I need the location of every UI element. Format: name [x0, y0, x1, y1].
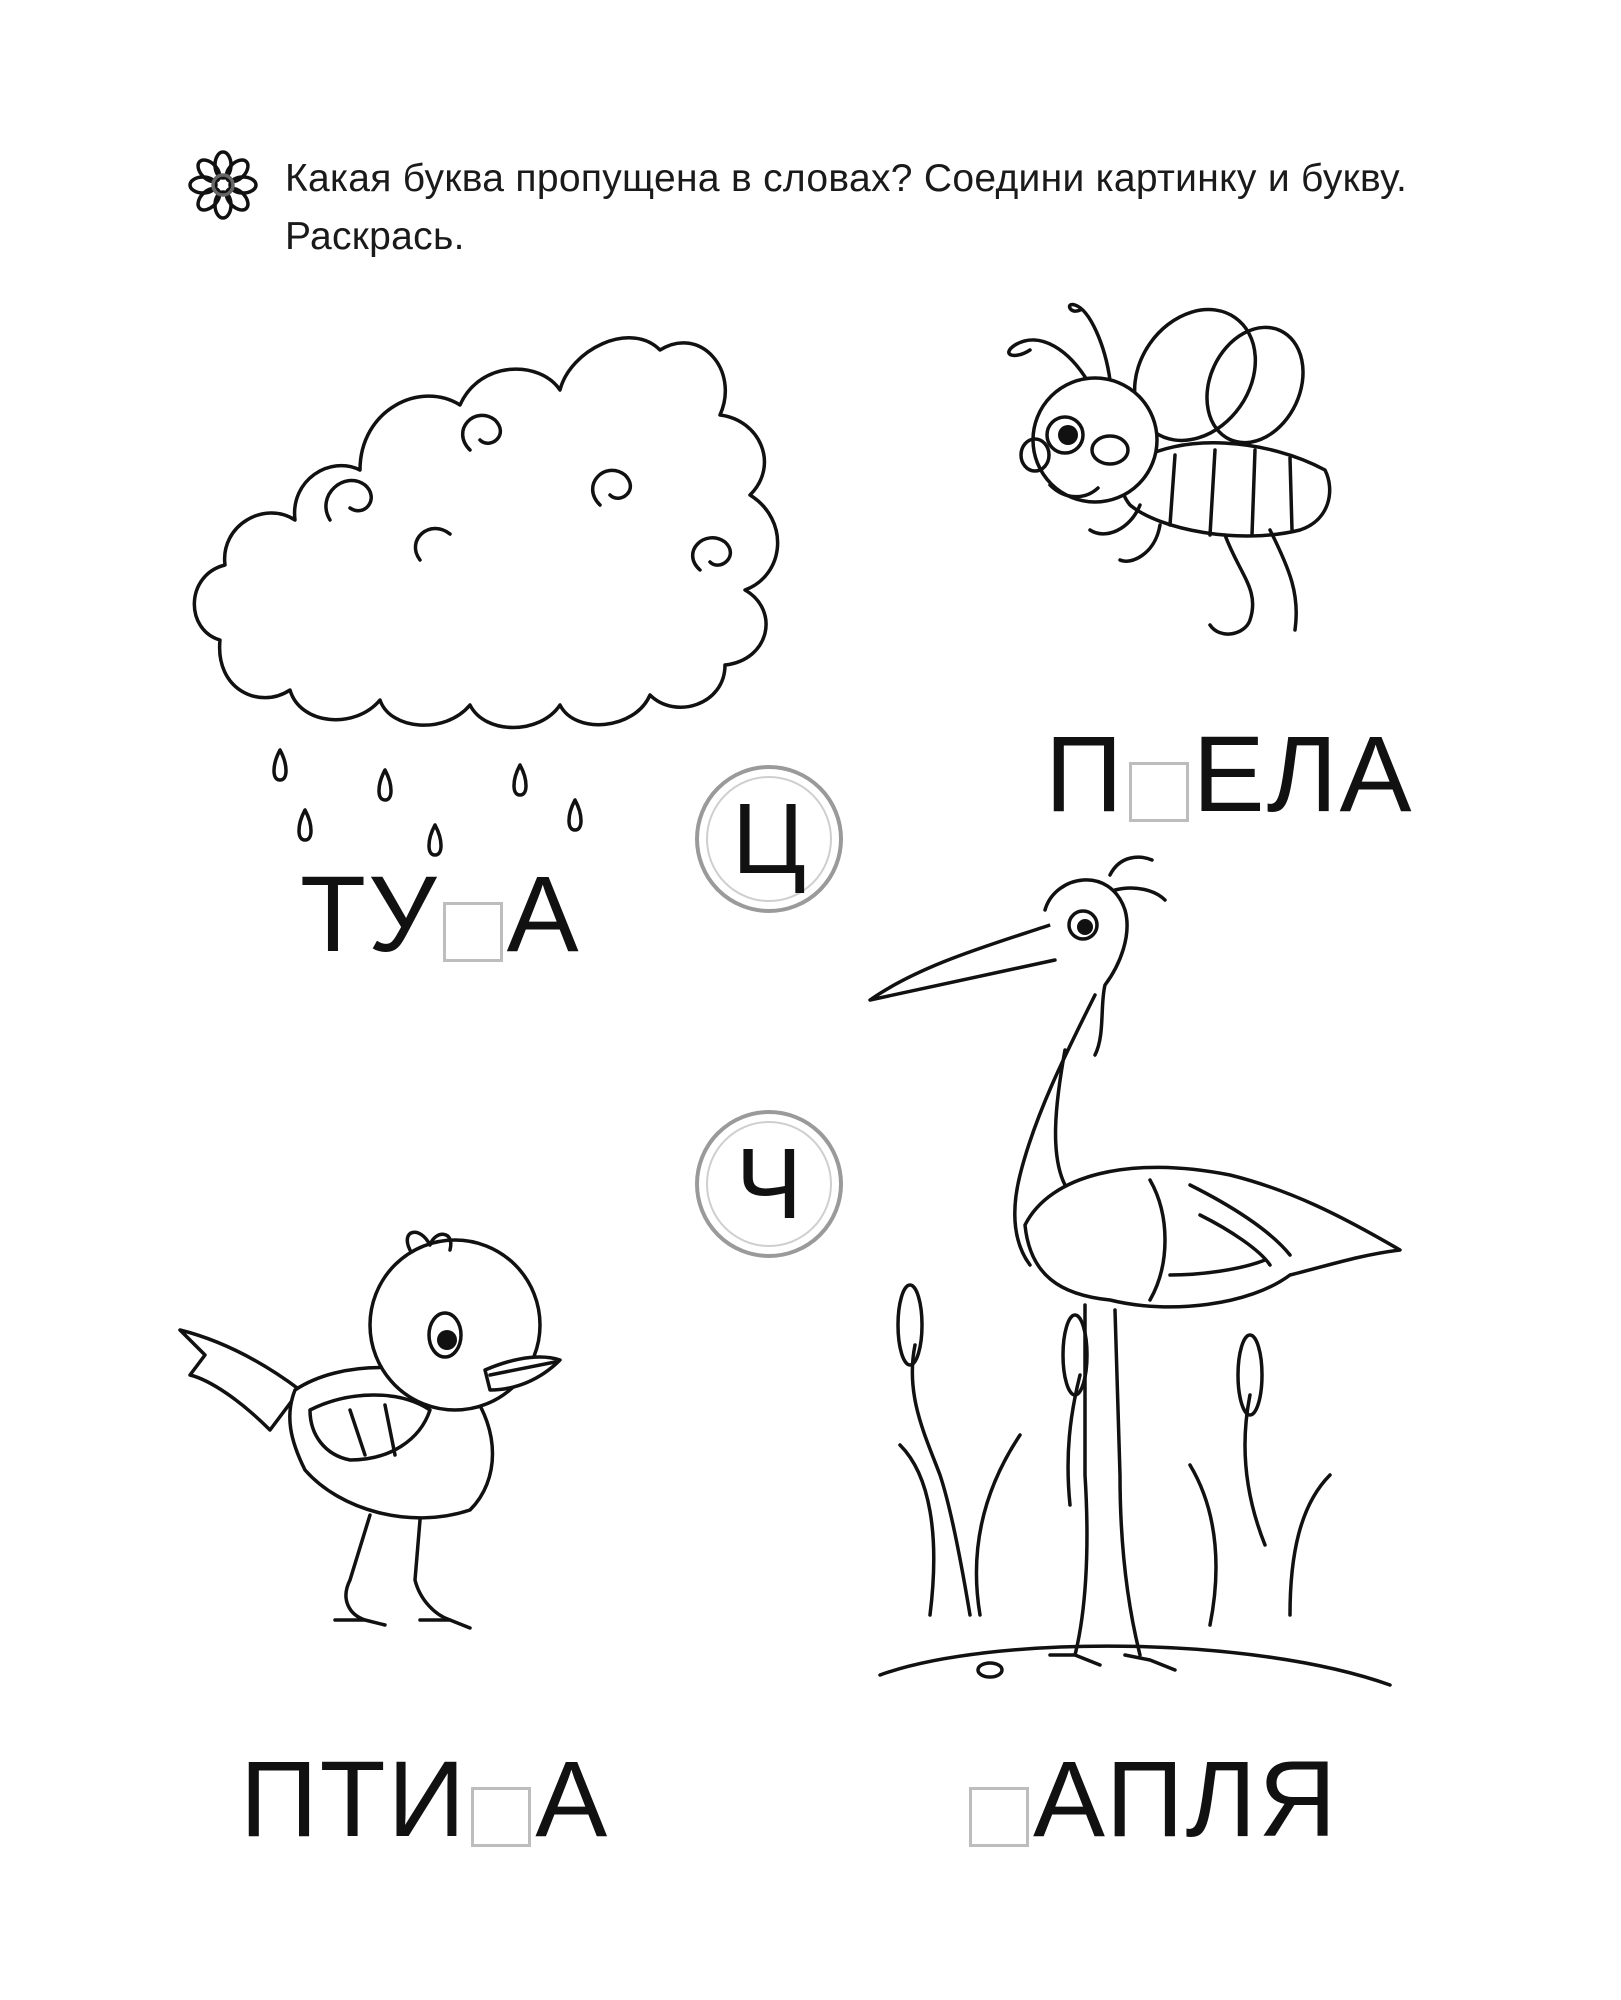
instruction-text: Какая буква пропущена в словах? Соедини картинку и букву. Раскрась.	[285, 157, 1408, 258]
word-bee	[1045, 713, 1414, 834]
word-bee-start: П	[1045, 713, 1125, 834]
word-cloud-start: ТУ	[300, 853, 439, 974]
word-cloud	[300, 853, 581, 974]
word-cloud-gap[interactable]	[443, 902, 503, 962]
heron-illustration	[870, 855, 1410, 1715]
word-heron-end: АПЛЯ	[1033, 1738, 1339, 1859]
word-heron-gap[interactable]	[969, 1787, 1029, 1847]
bee-illustration	[980, 290, 1380, 710]
word-bee-gap[interactable]	[1129, 762, 1189, 822]
letter-circle-ts[interactable]	[695, 765, 843, 913]
bird-illustration	[180, 1230, 670, 1700]
letter-ts: Ц	[706, 776, 832, 902]
letter-ch: Ч	[706, 1121, 832, 1247]
word-cloud-end: А	[506, 853, 581, 974]
word-bird-gap[interactable]	[471, 1787, 531, 1847]
flower-icon	[188, 150, 258, 220]
word-bee-end: ЕЛА	[1192, 713, 1414, 834]
word-bird-start: ПТИ	[240, 1738, 468, 1859]
word-bird-end: А	[535, 1738, 610, 1859]
letter-circle-ch[interactable]	[695, 1110, 843, 1258]
word-bird	[240, 1738, 610, 1859]
cloud-illustration	[180, 290, 780, 830]
word-heron	[965, 1738, 1339, 1859]
